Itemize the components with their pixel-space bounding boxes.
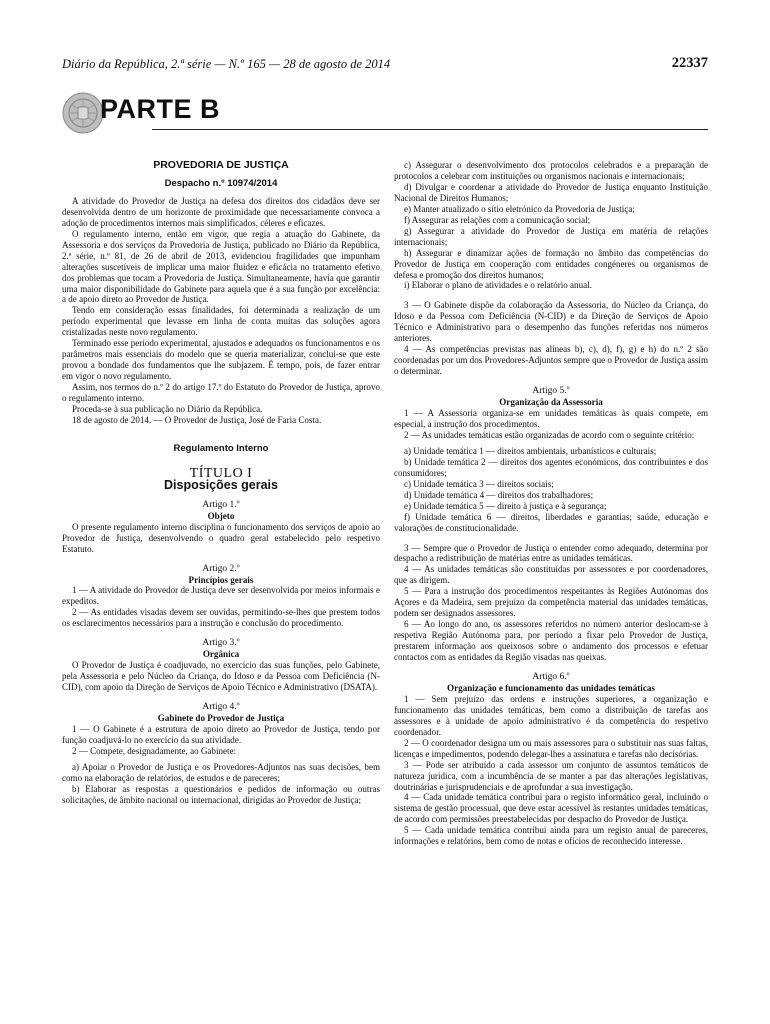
article-title: Organização e funcionamento das unidades temáticas bbox=[447, 682, 655, 693]
intro-paragraph: Proceda-se à sua publicação no Diário da República. bbox=[72, 404, 263, 415]
article-paragraph: 2 — O coordenador designa um ou mais assessores para o substituir nas suas faltas, licenças e impedimentos, podendo delegar-lhes a assinatura e tarefas não decisórias. bbox=[394, 737, 708, 759]
intro-paragraph: Assim, nos termos do n.º 2 do artigo 17.º do Estatuto do Provedor de Justiça, aprovo o regulamento interno. bbox=[62, 382, 380, 404]
list-item: a) Unidade temática 1 — direitos ambientais, urbanísticos e culturais; bbox=[404, 445, 657, 456]
list-item: a) Apoiar o Provedor de Justiça e os Provedores-Adjuntos nas suas decisões, bem como na elaboração de relatórios, de estudos e de pareceres; bbox=[62, 761, 380, 783]
part-divider bbox=[152, 129, 708, 130]
list-item: g) Assegurar a atividade do Provedor de Justiça em matéria de relações internacionais; bbox=[394, 225, 708, 247]
page-number: 22337 bbox=[671, 55, 708, 71]
article-paragraph: 6 — Ao longo do ano, os assessores referidos no número anterior deslocam-se à respetiva Região Autónoma para, por período a fixar pelo Provedor de Justiça, prestarem informação aos queixosos sobre o andamento dos processos e efetuar contactos com as entidades da Região visadas nas queixas. bbox=[394, 619, 708, 663]
article-paragraph: 4 — Cada unidade temática contribui para o registo informático geral, incluindo o sistema de gestão processual, que deve estar acessível às restantes unidades temáticas, de acordo com permissões preestabelecidas por despacho do Provedor de Justiça. bbox=[394, 792, 708, 825]
institution-heading: PROVEDORIA DE JUSTIÇA bbox=[153, 159, 289, 171]
article-label: Artigo 2.º bbox=[202, 563, 240, 574]
article-paragraph: 3 — O Gabinete dispõe da colaboração da Assessoria, do Núcleo da Criança, do Idoso e da Pessoa com Deficiência (N-CID) e da Direção de Serviços de Apoio Técnico e Administrativo para o desempenho das funções referidas nos números anteriores. bbox=[394, 300, 708, 344]
list-item: c) Assegurar o desenvolvimento dos protocolos celebrados e a preparação de protocolos a celebrar com instituições ou organismos nacionais e internacionais; bbox=[394, 160, 708, 181]
article-paragraph: 1 — O Gabinete é a estrutura de apoio direto ao Provedor de Justiça, tendo por função coadjuvá-lo no exercício da sua atividade. bbox=[62, 723, 380, 745]
list-item: d) Unidade temática 4 — direitos dos trabalhadores; bbox=[404, 489, 594, 500]
intro-paragraph: A atividade do Provedor de Justiça na defesa dos direitos dos cidadãos deve ser desenvolvida dentro de um horizonte de proximidade que necessariamente convoca a adoção de procedimentos internos mais simplificados, céleres e eficazes. bbox=[62, 195, 380, 228]
article-paragraph: O Provedor de Justiça é coadjuvado, no exercício das suas funções, pelo Gabinete, pela Assessoria e pelo Núcleo da Criança, do Idoso e da Pessoa com Deficiência (N-CID), com apoio da Direção de Serviços de Apoio Técnico e Administrativo (DSATA). bbox=[62, 660, 380, 693]
part-banner bbox=[62, 92, 708, 136]
journal-reference: Diário da República, 2.ª série — N.º 165 — 28 de agosto de 2014 bbox=[62, 57, 391, 71]
list-item: f) Unidade temática 6 — direitos, liberdades e garantias; saúde, educação e valorações de constitucionalidade. bbox=[394, 511, 708, 533]
intro-paragraph: O regulamento interno, então em vigor, que regia a atuação do Gabinete, da Assessoria e dos serviços da Provedoria de Justiça, publicado no Diário da República, 2.ª série, n.º 81, de 26 de abril de 2013, evidenciou fragilidades que impunham alterações suscetíveis de implicar uma maior fluidez e eficácia no tratamento efetivo dos problemas que tocam a Provedoria de Justiça. Simultaneamente, havia que garantir uma maior disponibilidade do Gabinete para aquela que é a sua função por excelência: a de apoio direto ao Provedor de Justiça. bbox=[62, 228, 380, 305]
coat-of-arms-seal-icon bbox=[62, 92, 104, 134]
titulo-heading: TÍTULO I bbox=[189, 465, 253, 481]
article-label: Artigo 4.º bbox=[202, 702, 240, 713]
list-item: e) Manter atualizado o sítio eletrónico da Provedoria de Justiça; bbox=[404, 203, 635, 214]
article-title: Orgânica bbox=[202, 649, 240, 660]
signature-line: 18 de agosto de 2014. — O Provedor de Justiça, José de Faria Costa. bbox=[72, 414, 322, 425]
article-paragraph: 2 — As entidades visadas devem ser ouvidas, permitindo-se-lhes que prestem todos os esclarecimentos necessários para a instrução e conclusão do procedimento. bbox=[62, 607, 380, 629]
intro-paragraph: Tendo em consideração essas finalidades, foi determinada a realização de um período experimental que levasse em linha de conta muitas das soluções agora cristalizadas neste novo regulamento. bbox=[62, 305, 380, 338]
article-title: Princípios gerais bbox=[188, 574, 254, 585]
article-paragraph: 3 — Sempre que o Provedor de Justiça o entender como adequado, determina por despacho a redistribuição de matérias entre as unidades temáticas. bbox=[394, 542, 708, 564]
right-column bbox=[394, 160, 708, 847]
intro-paragraph: Terminado esse período experimental, ajustados e adequados os funcionamentos e os parâmetros mais essenciais do modelo que se queria materializar, conclui-se que este provou a bondade dos fundamentos que lhe subjazem. É tempo, pois, de fazer entrar em vigor o novo regulamento. bbox=[62, 338, 380, 382]
part-title: PARTE B bbox=[100, 94, 221, 124]
article-paragraph: 1 — Sem prejuízo das ordens e instruções superiores, a organização e funcionamento das unidades temáticas, bem como a distribuição de tarefas aos assessores e à unidade de apoio administrativo é da competência do respetivo coordenador. bbox=[394, 693, 708, 737]
article-title: Gabinete do Provedor de Justiça bbox=[157, 712, 285, 723]
article-paragraph: O presente regulamento interno disciplina o funcionamento dos serviços de apoio ao Provedor de Justiça, desenvolvendo o quadro geral estabelecido pelo respetivo Estatuto. bbox=[62, 521, 380, 554]
regulation-title: Regulamento Interno bbox=[173, 442, 269, 454]
list-item: f) Assegurar as relações com a comunicação social; bbox=[404, 214, 591, 225]
article-paragraph: 1 — A Assessoria organiza-se em unidades temáticas às quais compete, em especial, a instrução dos procedimentos. bbox=[394, 408, 708, 429]
article-title: Objeto bbox=[207, 510, 235, 521]
article-paragraph: 3 — Pode ser atribuído a cada assessor um conjunto de assuntos temáticos de natureza jurídica, com a incumbência de se manter a par das alterações legislativas, doutrinárias e jurisprudenciais e de aprofundar a sua investigação. bbox=[394, 759, 708, 792]
article-paragraph: 2 — As unidades temáticas estão organizadas de acordo com o seguinte critério: bbox=[404, 429, 695, 440]
article-title: Organização da Assessoria bbox=[499, 397, 603, 408]
article-paragraph: 5 — Para a instrução dos procedimentos respeitantes às Regiões Autónomas dos Açores e da Madeira, sem prejuízo da competência material das unidades temáticas, podem ser designados assessores. bbox=[394, 586, 708, 619]
article-paragraph: 4 — As unidades temáticas são constituídas por assessores e por coordenadores, que as dirigem. bbox=[394, 564, 708, 586]
article-label: Artigo 1.º bbox=[202, 499, 240, 510]
running-header bbox=[62, 57, 708, 75]
list-item: e) Unidade temática 5 — direito à justiça e à segurança; bbox=[404, 500, 607, 511]
article-label: Artigo 3.º bbox=[202, 638, 240, 649]
list-item: h) Assegurar e dinamizar ações de formação no âmbito das competências do Provedor de Justiça em cooperação com entidades congéneres ou organismos de defesa e promoção dos direitos humanos; bbox=[394, 247, 708, 280]
list-item: b) Unidade temática 2 — direitos dos agentes económicos, dos contribuintes e dos consumidores; bbox=[394, 456, 708, 478]
article-label: Artigo 5.º bbox=[532, 386, 570, 397]
article-paragraph: 1 — A atividade do Provedor de Justiça deve ser desenvolvida por meios informais e expeditos. bbox=[62, 585, 380, 607]
list-item: c) Unidade temática 3 — direitos sociais; bbox=[404, 478, 554, 489]
list-item: d) Divulgar e coordenar a atividade do Provedor de Justiça enquanto Instituição Nacional de Direitos Humanos; bbox=[394, 181, 708, 203]
list-item: i) Elaborar o plano de atividades e o relatório anual. bbox=[404, 280, 592, 291]
article-paragraph: 2 — Compete, designadamente, ao Gabinete: bbox=[72, 745, 237, 756]
titulo-name: Disposições gerais bbox=[164, 477, 278, 492]
article-label: Artigo 6.º bbox=[532, 671, 570, 682]
list-item: b) Elaborar as respostas a questionários e pedidos de informação ou outras solicitações, de âmbito nacional ou internacional, dirigidas ao Provedor de Justiça; bbox=[62, 783, 380, 805]
left-column bbox=[62, 160, 380, 806]
dispatch-number: Despacho n.º 10974/2014 bbox=[164, 177, 278, 189]
article-paragraph: 4 — As competências previstas nas alíneas b), c), d), f), g) e h) do n.º 2 são coordenadas por um dos Provedores-Adjuntos sempre que o Provedor de Justiça assim o determinar. bbox=[394, 344, 708, 377]
article-paragraph: 5 — Cada unidade temática contribui ainda para um registo anual de pareceres, informações e relatórios, bem como de notas e ofícios de reconhecido interesse. bbox=[394, 825, 708, 847]
